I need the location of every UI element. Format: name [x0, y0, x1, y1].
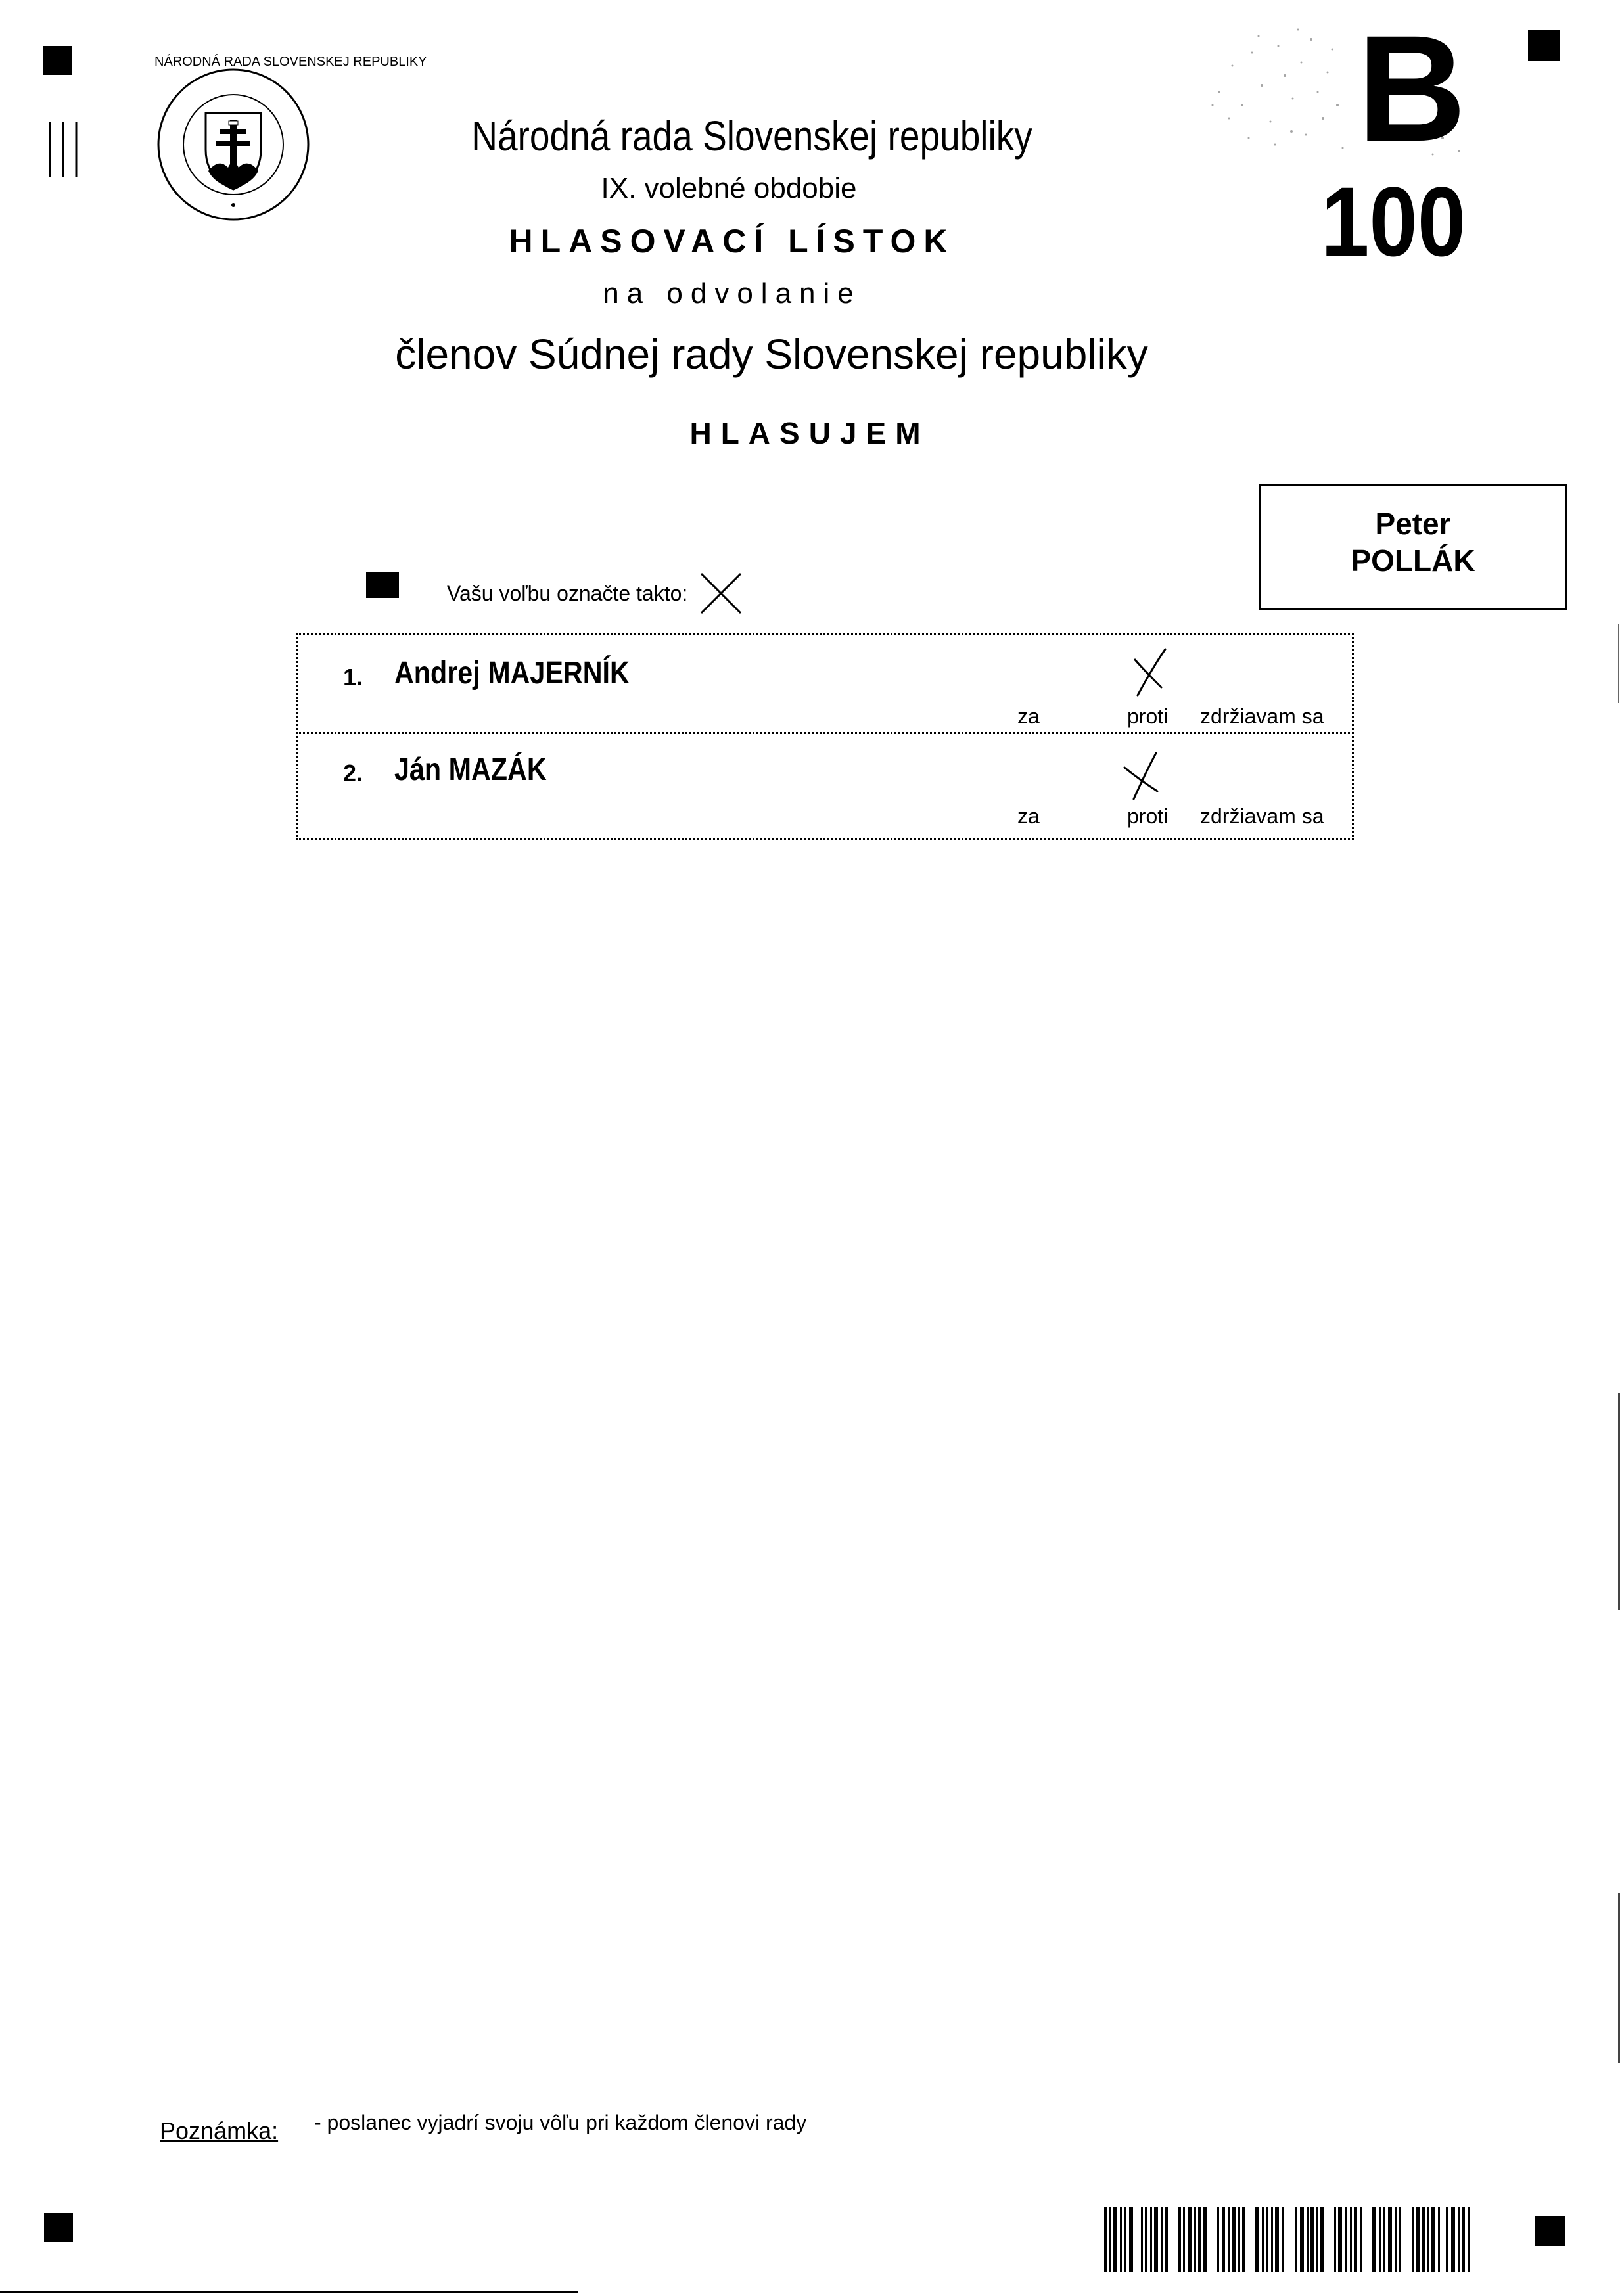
- candidate-name: Andrej MAJERNÍK: [394, 656, 630, 691]
- handwritten-cross-mark[interactable]: [1121, 750, 1164, 802]
- registration-mark-top-left: [43, 46, 72, 75]
- instruction-marker-square: [366, 572, 399, 598]
- institution-title: Národná rada Slovenskej republiky: [471, 112, 1032, 160]
- ballot-number: 100: [1321, 166, 1466, 277]
- subject-title: členov Súdnej rady Slovenskej republiky: [395, 331, 1148, 378]
- sample-cross-graphic: [698, 570, 744, 616]
- option-against-label[interactable]: proti: [1127, 804, 1169, 828]
- sample-cross-icon: [698, 570, 744, 616]
- handwritten-cross-graphic: [1127, 647, 1170, 699]
- scan-edge-mark: [1618, 624, 1619, 703]
- scan-edge-mark: [1618, 1393, 1620, 1610]
- note-label: Poznámka:: [160, 2117, 279, 2144]
- candidate-row-1: [296, 633, 1354, 732]
- registration-mark-top-right: [1528, 30, 1560, 61]
- voter-first-name: Peter: [1375, 507, 1451, 541]
- instruction-text: Vašu voľbu označte takto:: [447, 582, 688, 605]
- option-for-label[interactable]: za: [1017, 804, 1040, 828]
- option-abstain-label[interactable]: zdržiavam sa: [1200, 804, 1324, 828]
- scan-edge-mark: [1618, 1893, 1620, 2063]
- barcode: [1104, 2207, 1472, 2272]
- registration-mark-bottom-left: [44, 2213, 73, 2242]
- seal-text: NÁRODNÁ RADA SLOVENSKEJ REPUBLIKY: [154, 55, 427, 69]
- note-text: - poslanec vyjadrí svoju vôľu pri každom členovi rady: [314, 2111, 807, 2134]
- voter-last-name: POLLÁK: [1351, 543, 1475, 578]
- candidate-number: 2.: [343, 760, 363, 787]
- handwritten-cross-mark[interactable]: [1127, 647, 1170, 699]
- option-against-label[interactable]: proti: [1127, 704, 1169, 728]
- action-heading: HLASUJEM: [689, 416, 930, 450]
- voter-name-box: [1259, 484, 1567, 610]
- option-abstain-label[interactable]: zdržiavam sa: [1200, 704, 1324, 728]
- handwritten-cross-graphic: [1121, 750, 1164, 802]
- barcode-graphic: [1104, 2207, 1472, 2272]
- candidate-number: 1.: [343, 664, 363, 691]
- option-for-label[interactable]: za: [1017, 704, 1040, 728]
- candidate-row-2: [296, 732, 1354, 840]
- scan-edge-line: [0, 2291, 578, 2293]
- purpose-subtitle: na odvolanie: [603, 277, 862, 310]
- document-type-heading: HLASOVACÍ LÍSTOK: [509, 223, 956, 260]
- candidate-name: Ján MAZÁK: [394, 752, 547, 787]
- term-subtitle: IX. volebné obdobie: [601, 172, 857, 204]
- registration-mark-bottom-right: [1535, 2216, 1565, 2246]
- ballot-series-letter: B: [1357, 4, 1467, 173]
